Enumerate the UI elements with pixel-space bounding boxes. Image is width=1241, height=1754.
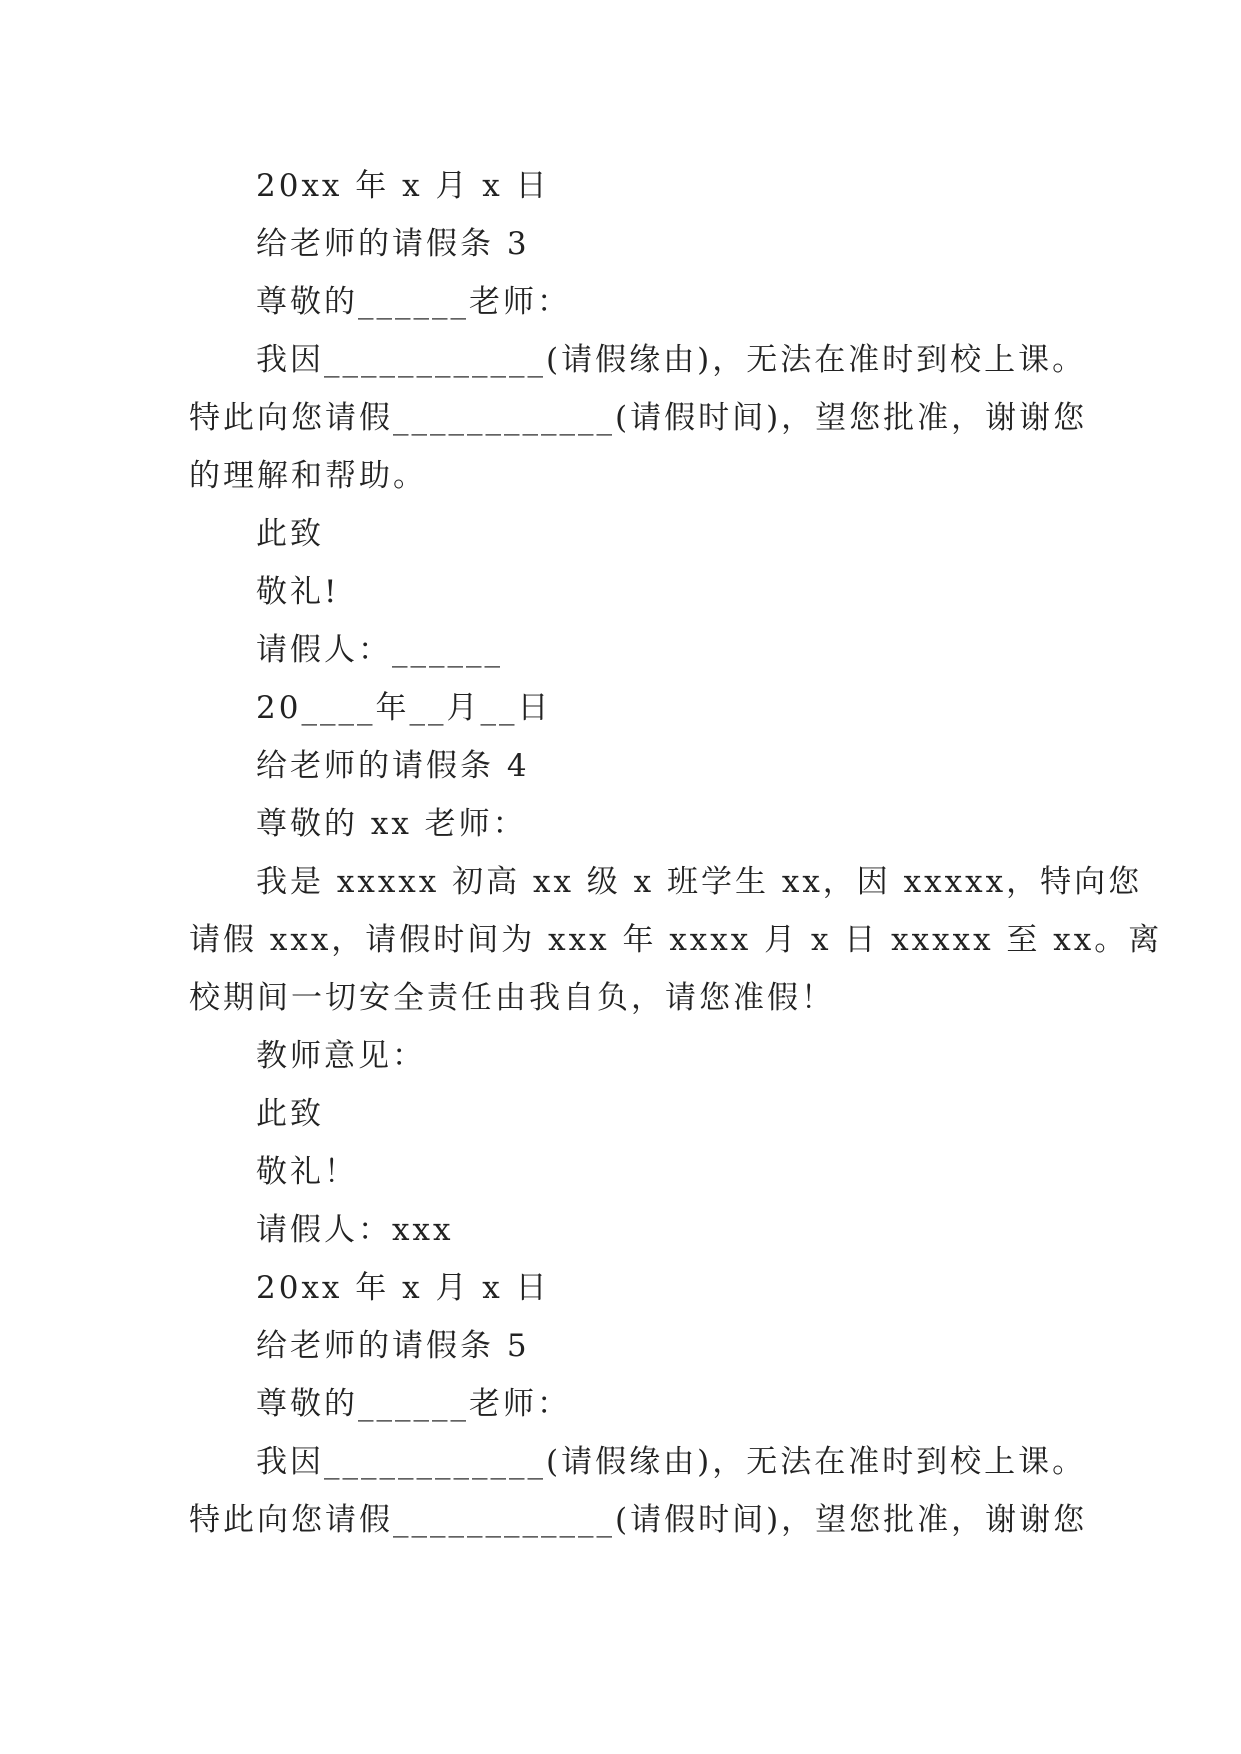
note-3-regards: 敬礼! bbox=[256, 574, 340, 610]
note-5-body-line-1: 我因____________(请假缘由)，无法在准时到校上课。 bbox=[256, 1444, 1087, 1480]
date-line-1: 20xx 年 x 月 x 日 bbox=[256, 168, 550, 204]
note-4-body-line-1: 我是 xxxxx 初高 xx 级 x 班学生 xx，因 xxxxx，特向您 bbox=[256, 864, 1143, 900]
note-4-date: 20xx 年 x 月 x 日 bbox=[256, 1270, 550, 1306]
note-5-salutation: 尊敬的______老师： bbox=[256, 1386, 571, 1422]
note-3-body-line-2: 特此向您请假____________(请假时间)，望您批准，谢谢您 bbox=[189, 400, 1088, 436]
note-4-regards: 敬礼！ bbox=[256, 1154, 358, 1190]
note-4-salutation: 尊敬的 xx 老师： bbox=[256, 806, 527, 842]
note-3-signer: 请假人：______ bbox=[256, 632, 503, 668]
note-3-date: 20____年__月__日 bbox=[256, 690, 552, 726]
note-3-body-line-3: 的理解和帮助。 bbox=[189, 458, 427, 494]
note-3-body-line-1: 我因____________(请假缘由)，无法在准时到校上课。 bbox=[256, 342, 1087, 378]
note-4-title: 给老师的请假条 4 bbox=[256, 748, 530, 784]
note-4-body-line-3: 校期间一切安全责任由我自负，请您准假！ bbox=[189, 980, 835, 1016]
note-3-salutation: 尊敬的______老师： bbox=[256, 284, 571, 320]
note-5-title: 给老师的请假条 5 bbox=[256, 1328, 530, 1364]
note-5-body-line-2: 特此向您请假____________(请假时间)，望您批准，谢谢您 bbox=[189, 1502, 1088, 1538]
note-4-closing: 此致 bbox=[256, 1096, 324, 1132]
note-3-title: 给老师的请假条 3 bbox=[256, 226, 530, 262]
note-4-body-line-2: 请假 xxx，请假时间为 xxx 年 xxxx 月 x 日 xxxxx 至 xx。离 bbox=[189, 922, 1163, 958]
note-4-teacher-opinion: 教师意见： bbox=[256, 1038, 426, 1074]
note-4-signer: 请假人：xxx bbox=[256, 1212, 454, 1248]
note-3-closing: 此致 bbox=[256, 516, 324, 552]
